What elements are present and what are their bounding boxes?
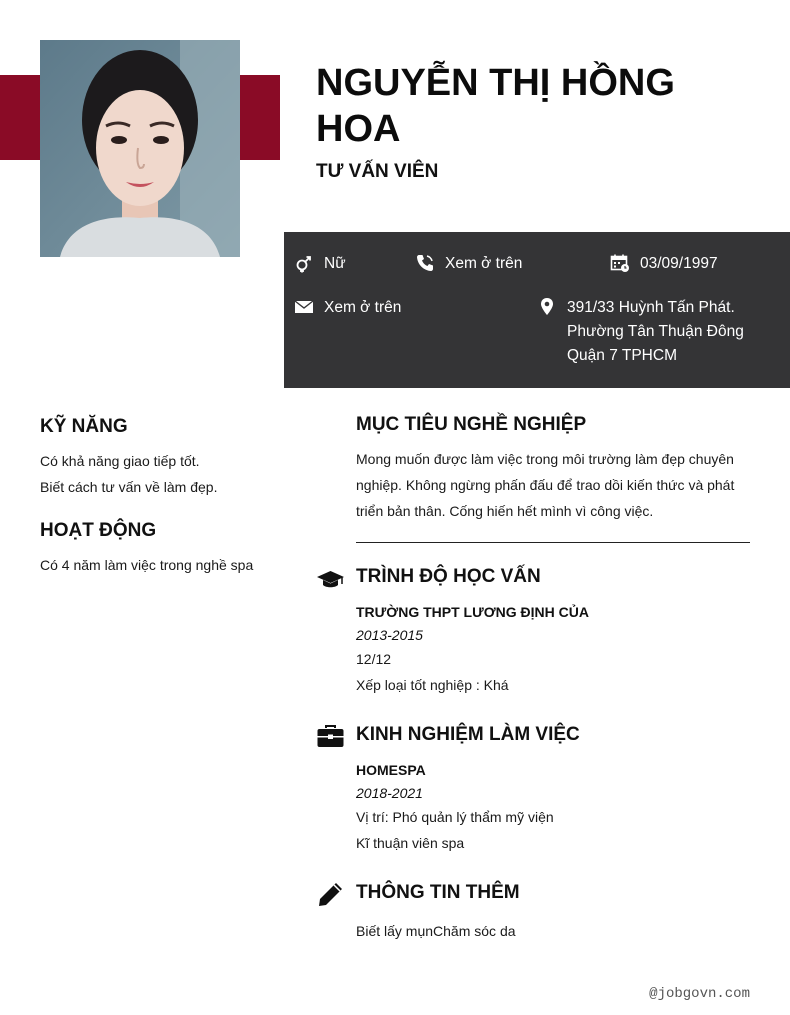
skills-heading: KỸ NĂNG bbox=[40, 416, 128, 437]
experience-period: 2018-2021 bbox=[356, 785, 423, 801]
job-title: TƯ VẤN VIÊN bbox=[316, 161, 439, 182]
address-value bbox=[567, 296, 744, 368]
phone-value: Xem ở trên bbox=[445, 255, 523, 272]
experience-heading: KINH NGHIỆM LÀM VIỆC bbox=[356, 724, 580, 745]
experience-section bbox=[316, 720, 750, 856]
location-pin-icon bbox=[537, 297, 557, 317]
birthday-item bbox=[610, 252, 718, 276]
candidate-name: NGUYỄN THỊ HỒNG HOA bbox=[316, 62, 675, 150]
profile-photo bbox=[40, 40, 240, 257]
skills-section bbox=[40, 412, 300, 500]
contact-info-box bbox=[284, 232, 790, 388]
skill-item: Có khả năng giao tiếp tốt. bbox=[40, 453, 200, 469]
school-name: TRƯỜNG THPT LƯƠNG ĐỊNH CỦA bbox=[356, 604, 589, 620]
gender-icon bbox=[294, 253, 314, 273]
activities-section bbox=[40, 516, 300, 578]
activity-item: Có 4 năm làm việc trong nghề spa bbox=[40, 557, 254, 573]
additional-info-text: Biết lấy mụnChăm sóc da bbox=[356, 923, 516, 939]
additional-info-section bbox=[316, 878, 750, 944]
education-period: 2013-2015 bbox=[356, 627, 423, 643]
address-line-3: Quận 7 TPHCM bbox=[567, 347, 677, 364]
email-item bbox=[294, 296, 401, 320]
briefcase-icon bbox=[316, 722, 345, 751]
gender-value: Nữ bbox=[324, 255, 346, 272]
company-name: HOMESPA bbox=[356, 762, 426, 778]
address-line-2: Phường Tân Thuận Đông bbox=[567, 323, 744, 340]
pencil-icon bbox=[316, 880, 345, 909]
education-detail: 12/12 bbox=[356, 651, 392, 667]
skill-item: Biết cách tư vấn về làm đẹp. bbox=[40, 479, 218, 495]
objective-section bbox=[316, 410, 750, 524]
birthday-value: 03/09/1997 bbox=[640, 255, 718, 272]
experience-detail: Vị trí: Phó quản lý thẩm mỹ viện bbox=[356, 809, 554, 825]
education-section bbox=[316, 562, 750, 698]
section-divider bbox=[356, 542, 750, 543]
left-column bbox=[40, 412, 300, 578]
email-value: Xem ở trên bbox=[324, 299, 402, 316]
additional-info-heading: THÔNG TIN THÊM bbox=[356, 882, 520, 903]
graduation-cap-icon bbox=[316, 564, 345, 593]
experience-detail: Kĩ thuận viên spa bbox=[356, 835, 465, 851]
phone-icon bbox=[415, 253, 435, 273]
calendar-icon bbox=[610, 253, 630, 273]
objective-heading: MỤC TIÊU NGHỀ NGHIỆP bbox=[356, 414, 587, 435]
phone-item bbox=[415, 252, 522, 276]
gender-item bbox=[294, 252, 346, 276]
objective-text: Mong muốn được làm việc trong môi trường làm đẹp chuyên nghiệp. Không ngừng phấn đấu để trao dồi kiến thức và phát triển bản thân. Cống hiến hết mình vì công việc. bbox=[356, 451, 735, 519]
education-heading: TRÌNH ĐỘ HỌC VẤN bbox=[356, 566, 541, 587]
address-item bbox=[537, 296, 744, 368]
education-detail: Xếp loại tốt nghiệp : Khá bbox=[356, 677, 509, 693]
activities-heading: HOẠT ĐỘNG bbox=[40, 520, 157, 541]
mail-icon bbox=[294, 297, 314, 317]
watermark: @jobgovn.com bbox=[649, 986, 750, 1002]
address-line-1: 391/33 Huỳnh Tấn Phát. bbox=[567, 299, 735, 316]
